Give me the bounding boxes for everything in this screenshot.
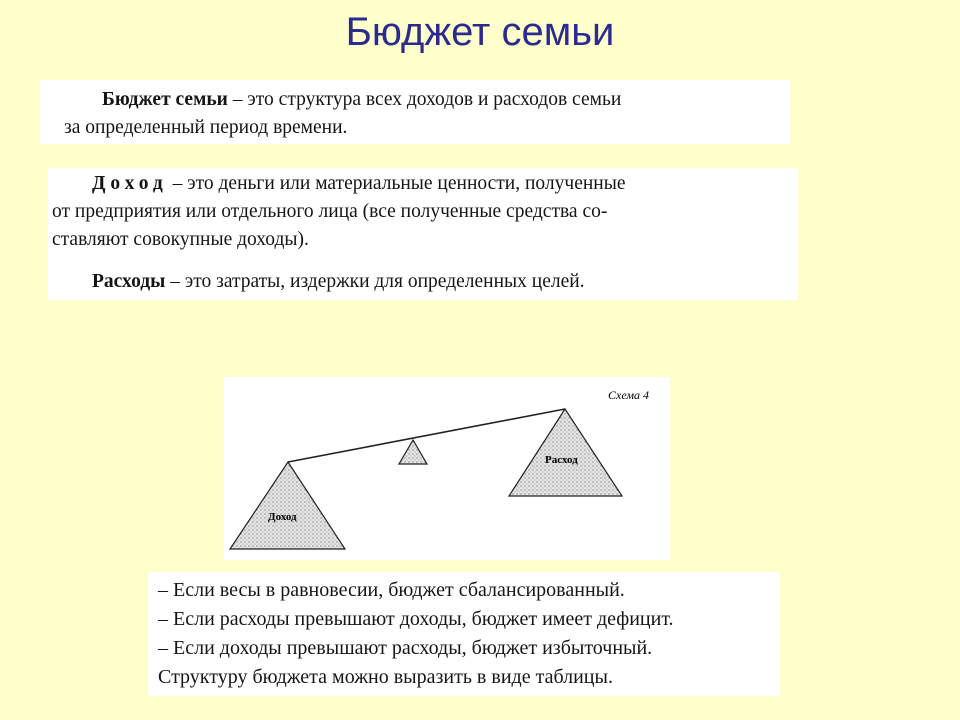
page-title: Бюджет семьи: [345, 10, 615, 54]
fulcrum-triangle: [399, 440, 427, 464]
rules-block: [148, 572, 780, 696]
income-text-line1: – это деньги или материальные ценности, полученные: [167, 173, 626, 194]
expenses-paragraph: [92, 268, 792, 296]
income-label: Доход: [268, 511, 297, 523]
rule-line-deficit: – Если расходы превышают доходы, бюджет имеет дефицит.: [158, 608, 674, 630]
definition-text-line1: – это структура всех доходов и расходов семьи: [227, 89, 622, 110]
scale-beam: [288, 409, 565, 462]
rule-line-surplus: – Если доходы превышают расходы, бюджет избыточный.: [158, 637, 653, 659]
scheme-figure: [224, 377, 670, 560]
definition-paragraph: [64, 86, 784, 142]
expense-label: Расход: [545, 454, 578, 466]
rule-line-balanced: – Если весы в равновесии, бюджет сбалансированный.: [158, 579, 625, 601]
definition-term: Бюджет семьи: [102, 89, 228, 110]
expenses-text: – это затраты, издержки для определенных целей.: [165, 271, 585, 292]
income-term: Доход: [92, 173, 168, 194]
expense-triangle: [509, 409, 622, 496]
definition-block: [40, 80, 790, 144]
income-paragraph: [52, 170, 792, 254]
expenses-term: Расходы: [92, 271, 166, 292]
income-expenses-block: [48, 168, 798, 300]
income-text-line3: ставляют совокупные доходы).: [52, 229, 309, 250]
income-triangle: [230, 462, 345, 549]
scheme-caption: Схема 4: [608, 388, 650, 402]
rule-line-table: Структуру бюджета можно выразить в виде таблицы.: [158, 666, 613, 688]
balance-scale-diagram: [224, 377, 670, 560]
income-text-line2: от предприятия или отдельного лица (все полученные средства со-: [52, 201, 608, 222]
definition-text-line2: за определенный период времени.: [64, 117, 348, 138]
